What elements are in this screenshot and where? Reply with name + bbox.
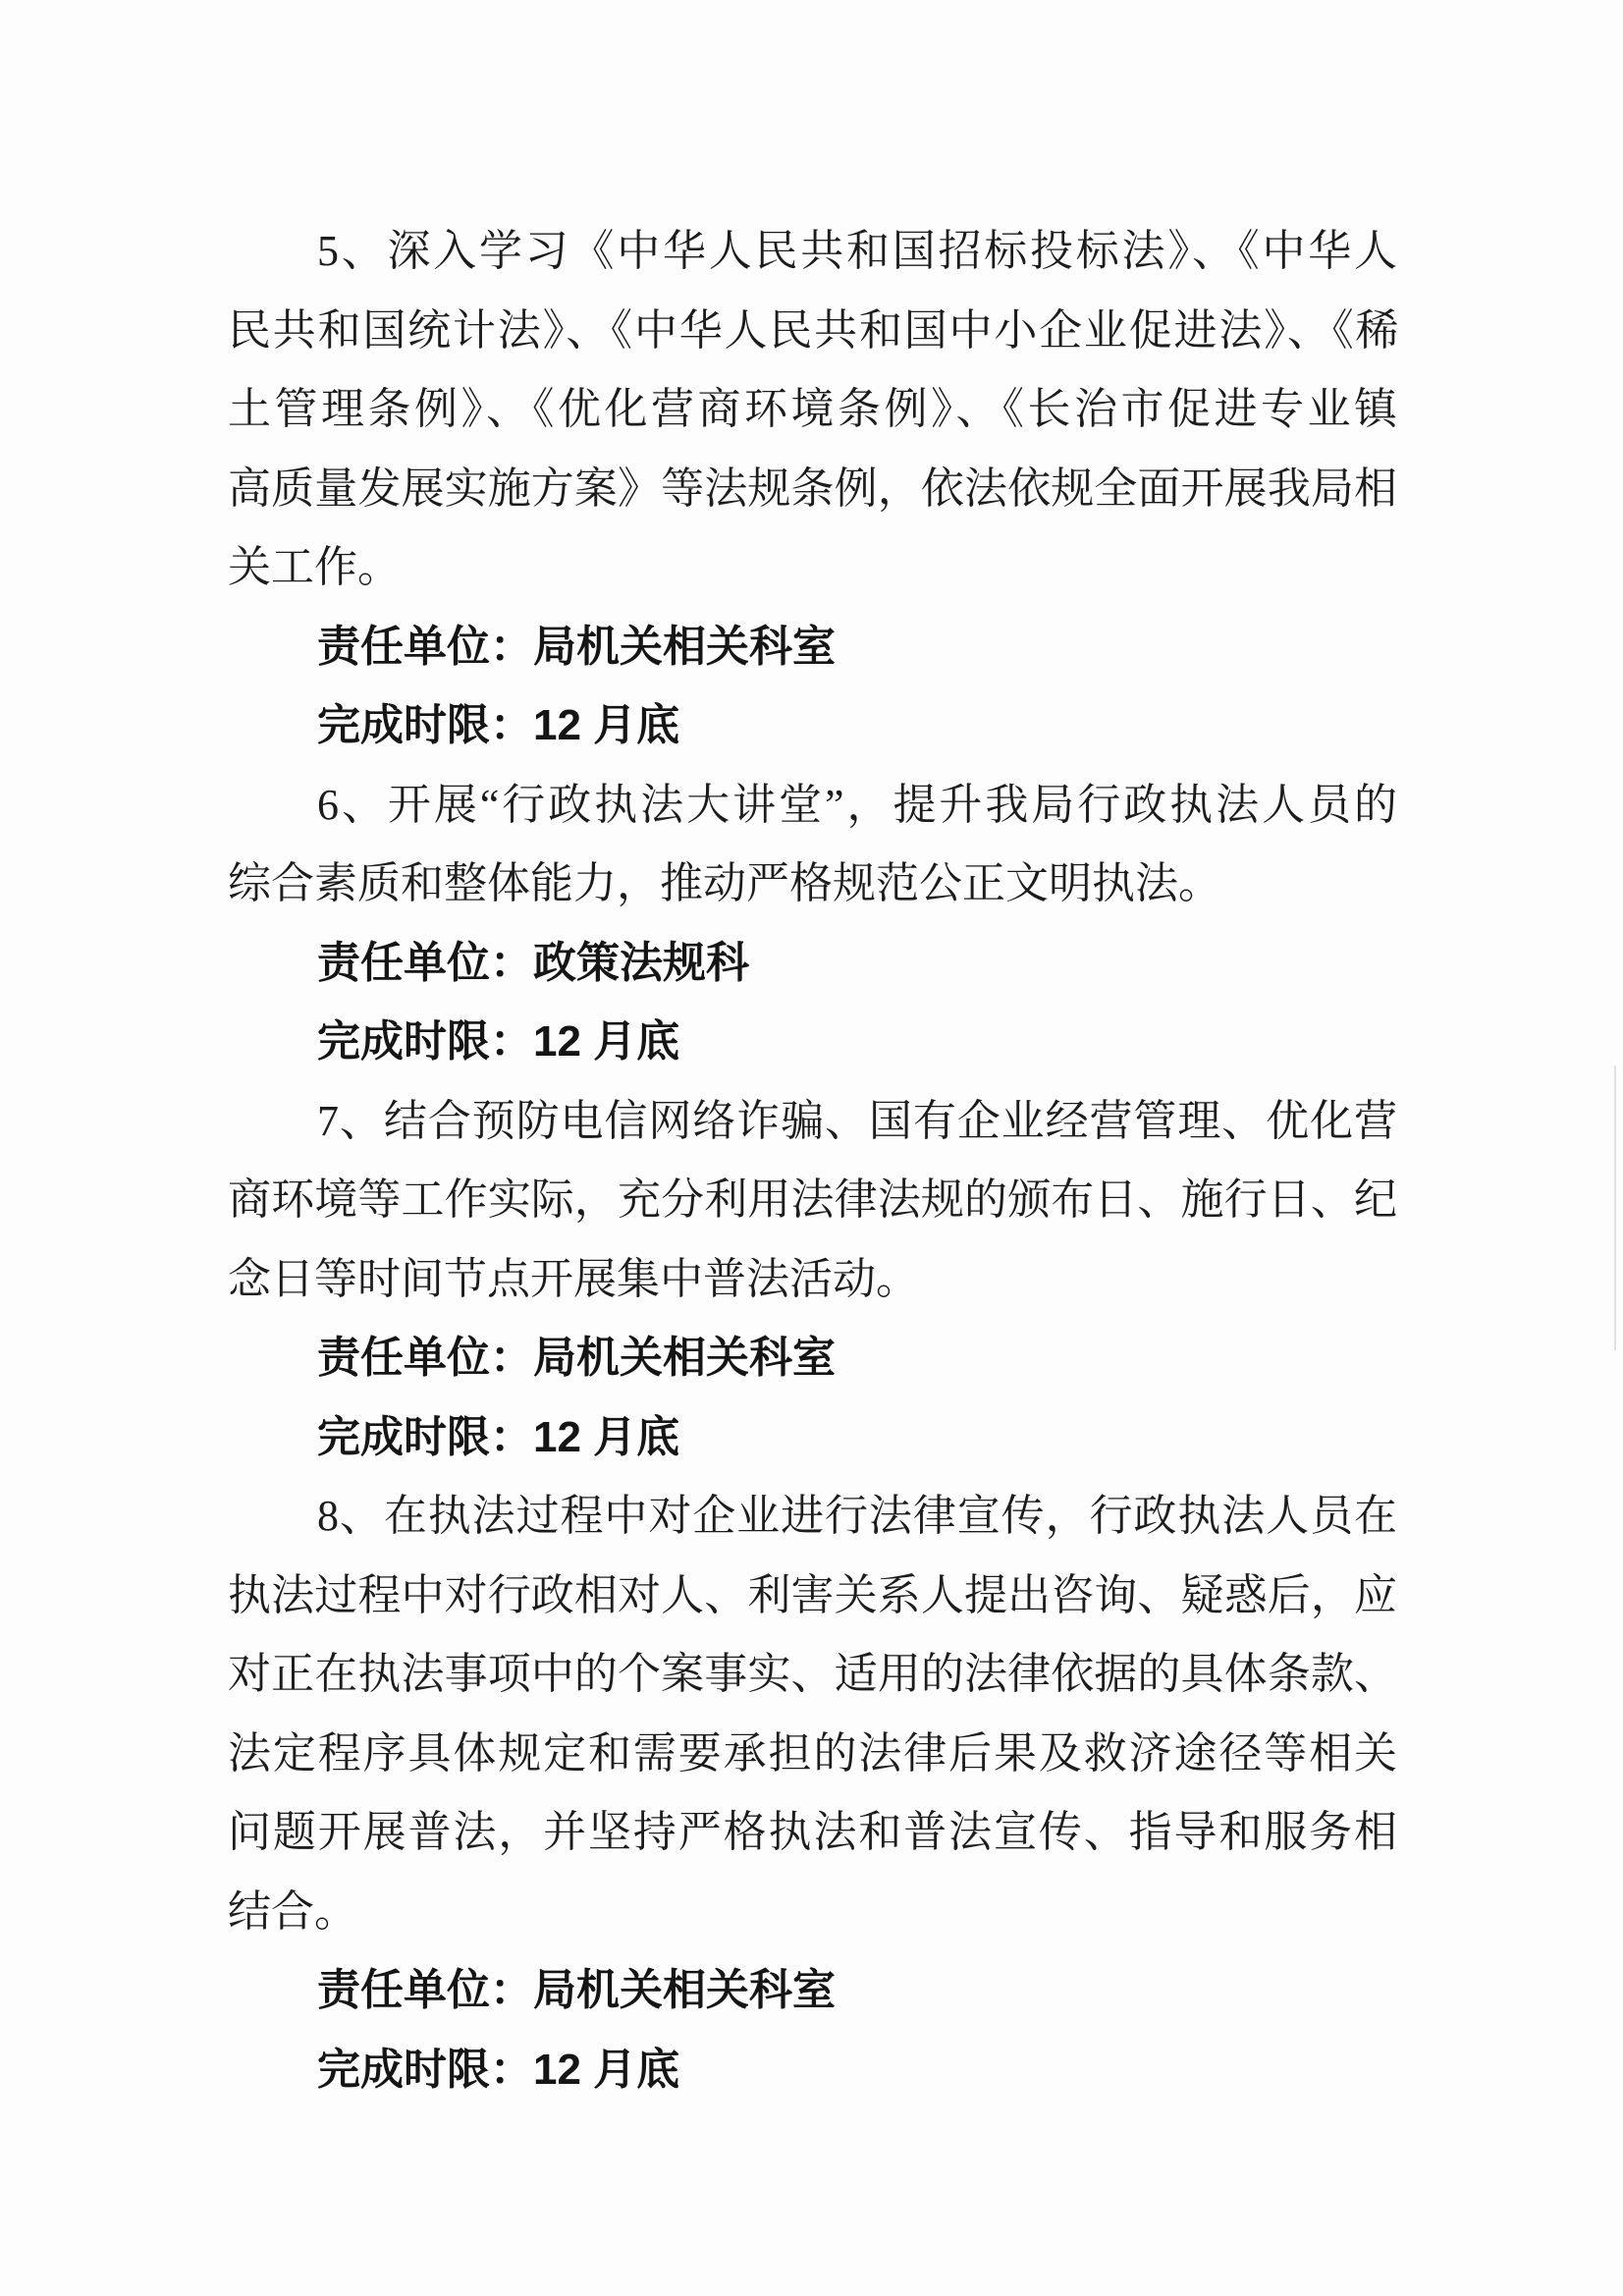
text-line: 法定程序具体规定和需要承担的法律后果及救济途径等相关	[228, 1728, 1396, 1777]
text-line: 8、在执法过程中对企业进行法律宣传，行政执法人员在	[317, 1492, 1396, 1540]
responsible-unit-line: 责任单位：局机关相关科室	[317, 1334, 836, 1382]
text-line: 6、开展“行政执法大讲堂”，提升我局行政执法人员的	[317, 780, 1396, 829]
text-line: 问题开展普法，并坚持严格执法和普法宣传、指导和服务相	[228, 1808, 1396, 1856]
text-line: 关工作。	[228, 543, 401, 591]
scan-edge-artifact	[1614, 1066, 1616, 1350]
responsible-unit-line: 责任单位：局机关相关科室	[317, 622, 836, 671]
text-line: 7、结合预防电信网络诈骗、国有企业经营管理、优化营	[317, 1096, 1396, 1145]
responsible-unit-line: 责任单位：政策法规科	[317, 938, 749, 987]
deadline-line: 完成时限：12 月底	[317, 701, 680, 749]
text-line: 结合。	[228, 1886, 357, 1936]
deadline-line: 完成时限：12 月底	[317, 2045, 680, 2094]
text-line: 商环境等工作实际，充分利用法律法规的颁布日、施行日、纪	[228, 1175, 1396, 1224]
text-line: 对正在执法事项中的个案事实、适用的法律依据的具体条款、	[228, 1650, 1396, 1698]
responsible-unit-line: 责任单位：局机关相关科室	[317, 1966, 836, 2014]
text-line: 综合素质和整体能力，推动严格规范公正文明执法。	[228, 859, 1221, 907]
text-line: 念日等时间节点开展集中普法活动。	[228, 1254, 919, 1303]
deadline-line: 完成时限：12 月底	[317, 1017, 680, 1066]
text-line: 高质量发展实施方案》等法规条例，依法依规全面开展我局相	[228, 464, 1396, 513]
text-line: 土管理条例》、《优化营商环境条例》、《长治市促进专业镇	[228, 385, 1396, 433]
text-line: 民共和国统计法》、《中华人民共和国中小企业促进法》、《稀	[228, 305, 1396, 355]
document-text-column	[228, 212, 1396, 2109]
text-line: 执法过程中对行政相对人、利害关系人提出咨询、疑惑后，应	[228, 1570, 1396, 1619]
text-line: 5、深入学习《中华人民共和国招标投标法》、《中华人	[317, 227, 1396, 275]
deadline-line: 完成时限：12 月底	[317, 1412, 680, 1461]
